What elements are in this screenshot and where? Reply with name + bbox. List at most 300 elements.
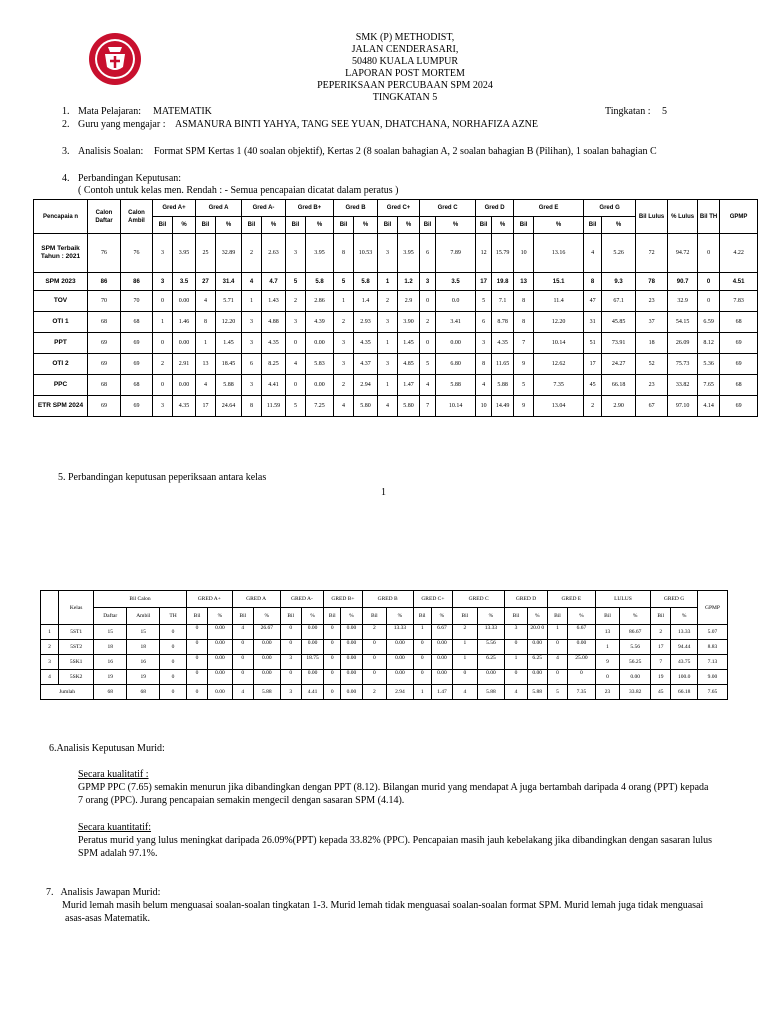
header-pct: % — [492, 217, 514, 234]
table-cell: 5.88 — [216, 375, 242, 396]
table-cell: 32.9 — [668, 291, 698, 312]
table-cell: 0 — [160, 685, 187, 700]
table-row — [34, 354, 758, 375]
qualitative-line-1: GPMP PPC (7.65) semakin menurun jika dibandingkan dengan PPT (8.12). Bilangan murid yang mendapat A juga bertambah daripada 4 orang (PPT) kepada — [78, 782, 709, 793]
table-cell: 4.37 — [354, 354, 378, 375]
table-cell: 70 — [121, 291, 153, 312]
table-cell: 1 — [547, 625, 567, 640]
quantitative-line-2: SPM adalah 97.1%. — [78, 848, 158, 859]
table-cell: 4 — [420, 375, 436, 396]
quantitative-line-1: Peratus murid yang lulus meningkat daripada 26.09%(PPT) kepada 33.82% (PPC). Pencapaian masih jauh kebelakang jika dibandingkan dengan sasaran lulus — [78, 835, 713, 846]
table-cell: 6.67 — [568, 625, 596, 640]
table-cell: 68 — [127, 685, 160, 700]
teachers-value: ASMANURA BINTI YAHYA, TANG SEE YUAN, DHATCHANA, NORHAFIZA AZNE — [175, 119, 539, 130]
header-ambil: Ambil — [127, 608, 160, 625]
table-cell: 8.83 — [697, 640, 727, 655]
table-cell: 68 — [720, 375, 758, 396]
table-cell: 69 — [720, 396, 758, 417]
row-label: TOV — [34, 291, 88, 312]
table-cell: 0.00 — [341, 685, 362, 700]
table-cell: 11.59 — [262, 396, 286, 417]
table-cell: 1.45 — [216, 333, 242, 354]
header-pct: % — [387, 608, 414, 625]
table-cell: 3 — [242, 333, 262, 354]
table-cell: 0.00 — [306, 333, 334, 354]
tingkatan-label: Tingkatan : — [605, 106, 651, 117]
table-row — [34, 375, 758, 396]
header-grade: Gred B — [334, 200, 378, 217]
table-cell: 7.35 — [534, 375, 584, 396]
row-label: OTI 2 — [34, 354, 88, 375]
school-logo — [88, 32, 142, 86]
header-line: LAPORAN POST MORTEM — [345, 68, 465, 79]
table-cell: 5.56 — [620, 640, 651, 655]
table-cell: 0 — [186, 685, 207, 700]
table-cell: 73.91 — [602, 333, 636, 354]
table-cell: 10 — [476, 396, 492, 417]
table-cell: 1 — [453, 655, 477, 670]
header-grade: GRED E — [547, 591, 595, 608]
item-2-label: Guru yang mengajar : — [78, 119, 166, 130]
table-cell: 2.94 — [387, 685, 414, 700]
table-cell: 9 — [595, 655, 619, 670]
tingkatan-value: 5 — [662, 106, 667, 117]
header-pct: % — [208, 608, 232, 625]
table-cell: 8 — [514, 291, 534, 312]
table-cell: 0.00 — [301, 670, 323, 685]
table-cell: 14.49 — [492, 396, 514, 417]
table-cell: 7.83 — [720, 291, 758, 312]
table-cell: 5.56 — [477, 640, 505, 655]
section-5-title: 5. Perbandingan keputusan peperiksaan antara kelas — [58, 472, 267, 483]
header-pct: % — [436, 217, 476, 234]
header-grade: Gred C+ — [378, 200, 420, 217]
table-cell: 0.00 — [253, 655, 280, 670]
table-cell: 23 — [595, 685, 619, 700]
table-cell: 0.00 — [208, 625, 232, 640]
table-cell: 0 — [160, 640, 187, 655]
header-pct: % — [262, 217, 286, 234]
table-cell: 9 — [514, 396, 534, 417]
header-pct: % — [173, 217, 196, 234]
table-cell: 86 — [88, 273, 121, 291]
table-row — [34, 396, 758, 417]
table-cell: 23 — [636, 291, 668, 312]
header-pct: % — [602, 217, 636, 234]
table-cell: 5.71 — [216, 291, 242, 312]
table-cell: 1.47 — [431, 685, 452, 700]
table-cell: 15 — [127, 625, 160, 640]
item-1-label: Mata Pelajaran: — [78, 106, 142, 117]
header-bil: Bil — [584, 217, 602, 234]
quantitative-title: Secara kuantitatif: — [78, 822, 152, 833]
table-cell: 45 — [584, 375, 602, 396]
table-cell: 3 — [334, 333, 354, 354]
header-calon-daftar: Calon Daftar — [88, 200, 121, 234]
table-cell: 97.10 — [668, 396, 698, 417]
item-4-num: 4. — [62, 173, 70, 184]
table-cell: 25 — [196, 234, 216, 273]
table-cell: 5.80 — [354, 396, 378, 417]
table-cell: 0.00 — [208, 685, 232, 700]
table-cell: 24.64 — [216, 396, 242, 417]
table-cell: 5.36 — [698, 354, 720, 375]
section-6-title: 6.Analisis Keputusan Murid: — [49, 743, 165, 754]
table-cell: 13.33 — [671, 625, 698, 640]
table-cell: 0.00 — [431, 655, 452, 670]
table-cell: 1.46 — [173, 312, 196, 333]
table-cell: 33.82 — [620, 685, 651, 700]
header-line: PEPERIKSAAN PERCUBAAN SPM 2024 — [317, 80, 493, 91]
table-cell: 7.65 — [697, 685, 727, 700]
table-cell: 3 — [378, 312, 398, 333]
table-cell: 0.00 — [341, 625, 362, 640]
header-bil: Bil — [420, 217, 436, 234]
table-row — [34, 333, 758, 354]
table-cell: 70 — [88, 291, 121, 312]
table-cell: 19 — [94, 670, 127, 685]
table-cell: 1.45 — [398, 333, 420, 354]
table-cell: 17 — [651, 640, 671, 655]
table-cell: 0 — [324, 685, 341, 700]
table-cell: 2.86 — [306, 291, 334, 312]
table-cell: 0 — [362, 655, 386, 670]
header-pct: % — [216, 217, 242, 234]
table-cell: 4 — [286, 354, 306, 375]
table-cell: 0 — [160, 670, 187, 685]
qualitative-title: Secara kualitatif : — [78, 769, 149, 780]
table-cell: 0 — [698, 291, 720, 312]
table-cell: 1 — [378, 333, 398, 354]
table-cell: 4.41 — [301, 685, 323, 700]
header-pct: % — [477, 608, 505, 625]
table-cell: 3.90 — [398, 312, 420, 333]
row-number: 1 — [41, 625, 59, 640]
header-bil-calon: Bil Calon — [94, 591, 187, 608]
table-cell: 3 — [286, 234, 306, 273]
table-cell: 0 — [286, 333, 306, 354]
header-bil: Bil — [413, 608, 431, 625]
header-line: JALAN CENDERASARI, — [351, 44, 459, 55]
table-cell: 2 — [286, 291, 306, 312]
header-grade: Gred B+ — [286, 200, 334, 217]
table-cell: 2 — [362, 625, 386, 640]
table-cell: 11.4 — [534, 291, 584, 312]
header-pct: % — [431, 608, 452, 625]
header-grade: Gred E — [514, 200, 584, 217]
table-cell: 4 — [242, 273, 262, 291]
table-row — [34, 234, 758, 273]
header-pct: % — [341, 608, 362, 625]
school-header — [240, 32, 570, 104]
table-cell: 0 — [160, 625, 187, 640]
table-cell: 3 — [153, 396, 173, 417]
table-cell: 75.73 — [668, 354, 698, 375]
table-cell: 13 — [595, 625, 619, 640]
table-cell: 7.89 — [436, 234, 476, 273]
header-pct: % — [253, 608, 280, 625]
table-cell: 2 — [334, 312, 354, 333]
table-cell: 69 — [88, 354, 121, 375]
table-cell: 1.2 — [398, 273, 420, 291]
table-cell: 0 — [280, 670, 301, 685]
table-cell: 2 — [378, 291, 398, 312]
table-cell: 3 — [378, 354, 398, 375]
table-cell: 69 — [121, 333, 153, 354]
row-label: OTI 1 — [34, 312, 88, 333]
table-row — [41, 625, 728, 640]
table-cell: 0.00 — [208, 640, 232, 655]
table-cell: 2 — [453, 625, 477, 640]
header-bil: Bil — [651, 608, 671, 625]
header-calon-ambil: Calon Ambil — [121, 200, 153, 234]
table-cell: 45.85 — [602, 312, 636, 333]
table-cell: 3.95 — [398, 234, 420, 273]
section-7-line-1: Murid lemah masih belum menguasai soalan-soalan tingkatan 1-3. Murid lemah tidak menguasai soalan-soalan format SPM. Murid lemah juga tidak menguasai — [62, 900, 704, 911]
table-cell: 0 — [153, 291, 173, 312]
table-cell: 68 — [88, 312, 121, 333]
row-number: 3 — [41, 655, 59, 670]
header-daftar: Daftar — [94, 608, 127, 625]
table-cell: 8 — [196, 312, 216, 333]
row-kelas: 5SK2 — [59, 670, 94, 685]
table-cell: 9.3 — [602, 273, 636, 291]
table-cell: 13.33 — [477, 625, 505, 640]
table-cell: 0 — [153, 375, 173, 396]
table-cell: 18 — [94, 640, 127, 655]
table-cell: 0 — [505, 640, 527, 655]
header-bil: Bil — [280, 608, 301, 625]
header-grade: Gred A+ — [153, 200, 196, 217]
header-grade: GRED B — [362, 591, 413, 608]
header-pct-lulus: % Lulus — [668, 200, 698, 234]
header-lulus: LULUS — [595, 591, 650, 608]
table-cell: 8.78 — [492, 312, 514, 333]
table-cell: 12.20 — [216, 312, 242, 333]
table-cell: 0 — [280, 640, 301, 655]
table-cell: 13.04 — [534, 396, 584, 417]
table-cell: 6 — [420, 234, 436, 273]
row-kelas: 5ST2 — [59, 640, 94, 655]
table-cell: 1 — [196, 333, 216, 354]
table-cell: 6.25 — [477, 655, 505, 670]
table-cell: 0.00 — [341, 670, 362, 685]
table-cell: 54.15 — [668, 312, 698, 333]
table-cell: 0 — [232, 655, 253, 670]
table-cell: 18.45 — [216, 354, 242, 375]
table-cell: 0.00 — [341, 655, 362, 670]
table-cell: 0.00 — [527, 640, 547, 655]
table-cell: 2.91 — [173, 354, 196, 375]
header-grade: Gred C — [420, 200, 476, 217]
table-cell: 18 — [636, 333, 668, 354]
table-cell: 3 — [378, 234, 398, 273]
table-cell: 0 — [324, 640, 341, 655]
table-cell: 4.35 — [354, 333, 378, 354]
header-bil: Bil — [514, 217, 534, 234]
table-cell: 10 — [514, 234, 534, 273]
table-cell: 23 — [636, 375, 668, 396]
row-label: ETR SPM 2024 — [34, 396, 88, 417]
table-cell: 1 — [242, 291, 262, 312]
header-bil: Bil — [334, 217, 354, 234]
table-cell: 3.5 — [436, 273, 476, 291]
table-cell: 33.82 — [668, 375, 698, 396]
table-cell: 4.35 — [262, 333, 286, 354]
table-cell: 10.14 — [534, 333, 584, 354]
header-line: SMK (P) METHODIST, — [355, 32, 455, 43]
header-line: TINGKATAN 5 — [372, 92, 438, 103]
table-cell: 3 — [505, 625, 527, 640]
header-grade: Gred A — [196, 200, 242, 217]
table-cell: 0 — [153, 333, 173, 354]
table-cell: 2.93 — [354, 312, 378, 333]
table-cell: 3 — [153, 234, 173, 273]
header-grade: GRED A- — [280, 591, 324, 608]
header-gpmp: GPMP — [720, 200, 758, 234]
row-number: 2 — [41, 640, 59, 655]
row-label: SPM Terbaik Tahun : 2021 — [34, 234, 88, 273]
table-cell: 6 — [476, 312, 492, 333]
table-cell: 19.8 — [492, 273, 514, 291]
table-cell: 4.39 — [306, 312, 334, 333]
table-cell: 13.33 — [387, 625, 414, 640]
table-cell: 52 — [636, 354, 668, 375]
header-grade: GRED C — [453, 591, 505, 608]
table-cell: 16 — [127, 655, 160, 670]
table-cell: 5 — [286, 273, 306, 291]
header-bil-th: Bil TH — [698, 200, 720, 234]
table-cell: 6.25 — [527, 655, 547, 670]
table-cell: 7.13 — [697, 655, 727, 670]
table-row — [41, 640, 728, 655]
section-7-title: 7. Analisis Jawapan Murid: — [46, 887, 161, 898]
table-cell: 7 — [420, 396, 436, 417]
table-cell: 0.00 — [387, 670, 414, 685]
table-cell: 3 — [420, 273, 436, 291]
table-cell: 13.16 — [534, 234, 584, 273]
header-pct: % — [620, 608, 651, 625]
page-number: 1 — [381, 487, 386, 498]
table-cell: 5.8 — [354, 273, 378, 291]
table-cell: 68 — [720, 312, 758, 333]
table-cell: 4.22 — [720, 234, 758, 273]
header-gpmp: GPMP — [697, 591, 727, 625]
table-cell: 0 — [324, 670, 341, 685]
header-bil: Bil — [595, 608, 619, 625]
table-cell: 69 — [88, 333, 121, 354]
header-bil: Bil — [453, 608, 477, 625]
table-cell: 3 — [286, 312, 306, 333]
table-cell: 1 — [595, 640, 619, 655]
table-cell: 4.14 — [698, 396, 720, 417]
table-cell: 4 — [378, 396, 398, 417]
header-bil: Bil — [232, 608, 253, 625]
table-cell: 66.18 — [602, 375, 636, 396]
table-cell: 100.0 — [671, 670, 698, 685]
header-bil: Bil — [362, 608, 386, 625]
header-line: 50480 KUALA LUMPUR — [351, 56, 459, 67]
table-cell: 0.00 — [253, 640, 280, 655]
table-cell: 0 — [547, 640, 567, 655]
table-cell: 0.00 — [431, 670, 452, 685]
item-3-label: Analisis Soalan: — [78, 146, 144, 157]
header-pct: % — [671, 608, 698, 625]
table-cell: 0 — [547, 670, 567, 685]
row-label: SPM 2023 — [34, 273, 88, 291]
table-cell: 1.47 — [398, 375, 420, 396]
table-cell: 56.25 — [620, 655, 651, 670]
table-cell: 9 — [514, 354, 534, 375]
table-cell: 1 — [453, 640, 477, 655]
table-cell: 94.44 — [671, 640, 698, 655]
table-cell: 27 — [196, 273, 216, 291]
table-cell: 0.00 — [436, 333, 476, 354]
table-cell: 0.00 — [301, 640, 323, 655]
table-cell: 2.90 — [602, 396, 636, 417]
table-cell: 6 — [242, 354, 262, 375]
table-cell: 2 — [420, 312, 436, 333]
table-cell: 68 — [88, 375, 121, 396]
table-cell: 1 — [413, 625, 431, 640]
table-cell: 11.65 — [492, 354, 514, 375]
table-cell: 0.00 — [620, 670, 651, 685]
table-cell: 4 — [584, 234, 602, 273]
table-cell: 5.8 — [306, 273, 334, 291]
table-cell: 8.25 — [262, 354, 286, 375]
table-cell: 1.43 — [262, 291, 286, 312]
table-cell: 0 — [505, 670, 527, 685]
table-cell: 0.00 — [341, 640, 362, 655]
table-cell: 4 — [232, 625, 253, 640]
table-cell: 3 — [242, 312, 262, 333]
table-cell: 10.53 — [354, 234, 378, 273]
table-cell: 2.63 — [262, 234, 286, 273]
table-cell: 7.1 — [492, 291, 514, 312]
header-grade: GRED G — [651, 591, 698, 608]
header-bil: Bil — [378, 217, 398, 234]
table-cell: 4 — [334, 396, 354, 417]
table-row — [34, 273, 758, 291]
table-cell: 0.00 — [173, 333, 196, 354]
table-cell: 4 — [453, 685, 477, 700]
table-cell: 4 — [547, 655, 567, 670]
header-pct: % — [301, 608, 323, 625]
table-cell: 0 — [160, 655, 187, 670]
table-cell: 0.0 — [436, 291, 476, 312]
table-cell: 0 — [186, 670, 207, 685]
table-cell: 17 — [196, 396, 216, 417]
table-cell: 4 — [505, 685, 527, 700]
table-cell: 0 — [186, 625, 207, 640]
table-cell: 1 — [334, 291, 354, 312]
item-3-num: 3. — [62, 146, 70, 157]
table-cell: 5 — [286, 396, 306, 417]
header-bil: Bil — [505, 608, 527, 625]
table-cell: 5.88 — [492, 375, 514, 396]
header-grade: GRED A+ — [186, 591, 232, 608]
table-cell: 0 — [453, 670, 477, 685]
table-cell: 0.00 — [208, 655, 232, 670]
table-cell: 8 — [476, 354, 492, 375]
table-cell: 0.00 — [527, 670, 547, 685]
table-cell: 0.00 — [387, 640, 414, 655]
table-cell: 8 — [242, 396, 262, 417]
table-cell: 0 — [362, 670, 386, 685]
table-cell: 0 — [186, 655, 207, 670]
header-pct: % — [306, 217, 334, 234]
table-cell: 78 — [636, 273, 668, 291]
